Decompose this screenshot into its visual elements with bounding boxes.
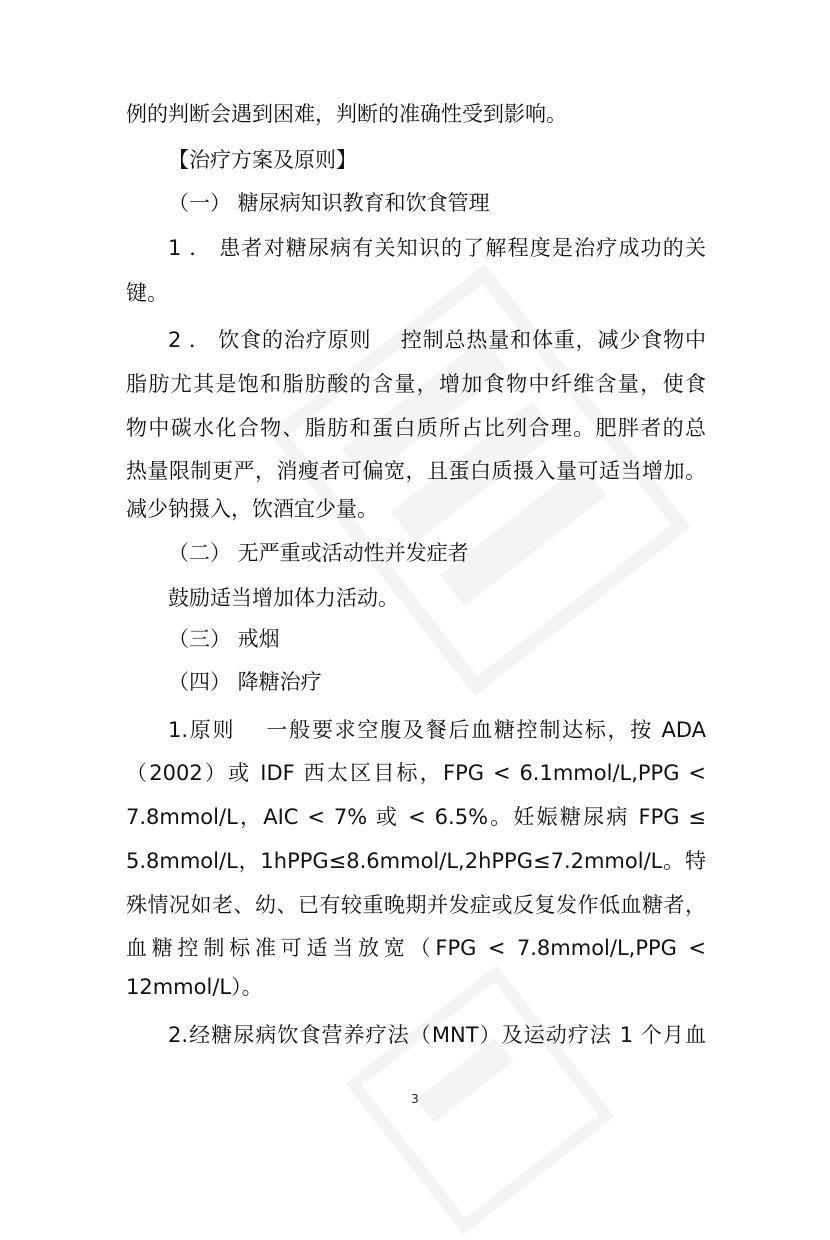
page-number: 3	[411, 1092, 419, 1106]
subheading-3: （三） 戒烟	[168, 627, 280, 651]
paragraph-line: 1 ． 患者对糖尿病有关知识的了解程度是治疗成功的关	[168, 236, 706, 260]
paragraph-line: 键。	[126, 281, 168, 305]
paragraph-line: 脂肪尤其是饱和脂肪酸的含量，增加食物中纤维含量，使食	[126, 372, 706, 396]
paragraph-line: 减少钠摄入，饮酒宜少量。	[126, 497, 378, 521]
paragraph-line: 殊情况如老、幼、已有较重晚期并发症或反复发作低血糖者，	[126, 893, 706, 917]
paragraph-line: 血糖控制标准可适当放宽（FPG < 7.8mmol/L,PPG <	[126, 936, 706, 960]
subheading-1: （一） 糖尿病知识教育和饮食管理	[168, 191, 490, 215]
paragraph-line: 12mmol/L）。	[126, 975, 263, 999]
subheading-2: （二） 无严重或活动性并发症者	[168, 541, 469, 565]
paragraph-line: 1.原则 一般要求空腹及餐后血糖控制达标，按 ADA	[168, 718, 706, 742]
paragraph-line: 5.8mmol/L，1hPPG≤8.6mmol/L,2hPPG≤7.2mmol/L。特	[126, 849, 706, 873]
paragraph-line: 2.经糖尿病饮食营养疗法（MNT）及运动疗法 1 个月血	[168, 1023, 706, 1047]
paragraph-line: 鼓励适当增加体力活动。	[168, 586, 399, 610]
paragraph-line: 物中碳水化合物、脂肪和蛋白质所占比列合理。肥胖者的总	[126, 416, 706, 440]
section-heading: 【治疗方案及原则】	[168, 148, 357, 172]
paragraph-line: 7.8mmol/L，AIC < 7% 或 < 6.5%。妊娠糖尿病 FPG ≤	[126, 805, 706, 829]
paragraph-line: 热量限制更严，消瘦者可偏宽，且蛋白质摄入量可适当增加。	[126, 459, 706, 483]
paragraph-line: （2002）或 IDF 西太区目标，FPG < 6.1mmol/L,PPG <	[126, 761, 706, 785]
text-line-1: 例的判断会遇到困难，判断的准确性受到影响。	[126, 102, 567, 126]
subheading-4: （四） 降糖治疗	[168, 670, 322, 694]
paragraph-line: 2 ． 饮食的治疗原则 控制总热量和体重，减少食物中	[168, 328, 706, 352]
